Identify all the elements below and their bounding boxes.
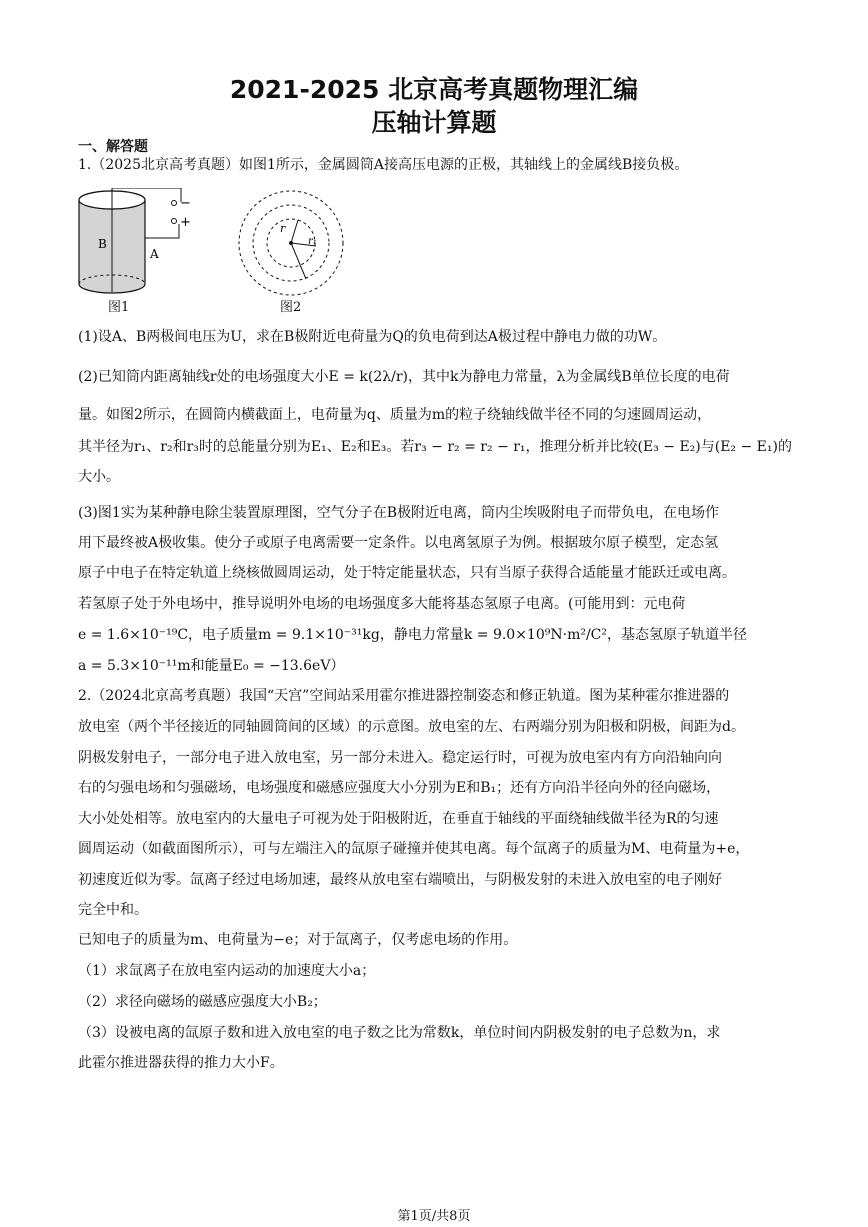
section-heading: 一、解答题 bbox=[78, 139, 148, 155]
q2-sub1: （1）求氙离子在放电室内运动的加速度大小a； bbox=[78, 963, 376, 979]
fig1-label-B: B bbox=[98, 237, 107, 251]
q1-part3-line4: 若氢原子处于外电场中，推导说明外电场的电场强度多大能将基态氢原子电离。(可能用到：元电荷 bbox=[78, 596, 686, 612]
q2-line3: 阴极发射电子，一部分电子进入放电室，另一部分未进入。稳定运行时，可视为放电室内有方向沿轴向向 bbox=[78, 750, 722, 766]
fig2-label-r1: r₁ bbox=[308, 236, 317, 247]
fig1-plus-sign: + bbox=[180, 215, 191, 230]
figure-1-cylinder bbox=[76, 188, 196, 314]
q1-part3-line3: 原子中电子在特定轨道上绕核做圆周运动，处于特定能量状态，只有当原子获得合适能量才能跃迁或电离。 bbox=[78, 565, 736, 581]
q2-line2: 放电室（两个半径接近的同轴圆筒间的区域）的示意图。放电室的左、右两端分别为阳极和阴极，间距为d。 bbox=[78, 719, 745, 735]
figure-1-caption: 图1 bbox=[108, 300, 130, 315]
figure-2-caption: 图2 bbox=[280, 300, 302, 315]
q1-part2-line2: 量。如图2所示，在圆筒内横截面上，电荷量为q、质量为m的粒子绕轴线做半径不同的匀速圆周运动， bbox=[78, 407, 712, 423]
q2-sub3-line2: 此霍尔推进器获得的推力大小F。 bbox=[78, 1055, 284, 1071]
fig1-minus-sign: − bbox=[180, 196, 191, 211]
q1-part2-line4: 大小。 bbox=[78, 469, 120, 485]
q2-sub3-line1: （3）设被电离的氙原子数和进入放电室的电子数之比为常数k，单位时间内阴极发射的电子总数为n，求 bbox=[78, 1025, 721, 1041]
q1-part3-line5: e = 1.6×10⁻¹⁹C，电子质量m = 9.1×10⁻³¹kg，静电力常量k = 9.0×10⁹N·m²/C²，基态氢原子轨道半径 bbox=[78, 627, 747, 643]
figure-2-concentric-orbits bbox=[236, 190, 346, 300]
fig1-label-A: A bbox=[150, 247, 159, 261]
q2-sub2: （2）求径向磁场的磁感应强度大小B₂； bbox=[78, 994, 327, 1010]
q1-part3-line2: 用下最终被A极收集。使分子或原子电离需要一定条件。以电离氢原子为例。根据玻尔原子模型，定态氢 bbox=[78, 535, 719, 551]
q2-line7: 初速度近似为零。氙离子经过电场加速，最终从放电室右端喷出，与阴极发射的未进入放电室的电子刚好 bbox=[78, 872, 722, 888]
q2-line4: 右的匀强电场和匀强磁场，电场强度和磁感应强度大小分别为E和B₁；还有方向沿半径向外的径向磁场， bbox=[78, 780, 721, 796]
q1-part2-line1: (2)已知筒内距离轴线r处的电场强度大小E = k(2λ/r)，其中k为静电力常量，λ为金属线B单位长度的电荷 bbox=[78, 369, 730, 385]
q1-part1: (1)设A、B两极间电压为U，求在B极附近电荷量为Q的负电荷到达A极过程中静电力做的功W。 bbox=[78, 329, 667, 345]
q1-intro: 1.（2025北京高考真题）如图1所示，金属圆筒A接高压电源的正极，其轴线上的金属线B接负极。 bbox=[78, 157, 689, 173]
q2-line6: 圆周运动（如截面图所示），可与左端注入的氙原子碰撞并使其电离。每个氙离子的质量为M、电荷量为+e， bbox=[78, 841, 750, 857]
q1-part3-line6: a = 5.3×10⁻¹¹m和能量E₀ = −13.6eV） bbox=[78, 658, 345, 674]
q1-part2-line3: 其半径为r₁、r₂和r₃时的总能量分别为E₁、E₂和E₃。若r₃ − r₂ = r₂ − r₁，推理分析并比较(E₃ − E₂)与(E₂ − E₁)的 bbox=[78, 439, 792, 455]
q1-part3-line1: (3)图1实为某种静电除尘装置原理图，空气分子在B极附近电离，筒内尘埃吸附电子而带负电，在电场作 bbox=[78, 505, 720, 521]
page-title: 2021-2025 北京高考真题物理汇编 bbox=[229, 75, 639, 104]
page-subtitle: 压轴计算题 bbox=[371, 108, 497, 137]
q2-line5: 大小处处相等。放电室内的大量电子可视为处于阳极附近，在垂直于轴线的平面绕轴线做半径为R的匀速 bbox=[78, 811, 719, 827]
q2-line9: 已知电子的质量为m、电荷量为−e；对于氙离子，仅考虑电场的作用。 bbox=[78, 932, 518, 948]
q2-line8: 完全中和。 bbox=[78, 902, 148, 918]
page-footer: 第1页/共8页 bbox=[397, 1209, 471, 1224]
q2-line1: 2.（2024北京高考真题）我国“天宫”空间站采用霍尔推进器控制姿态和修正轨道。图为某种霍尔推进器的 bbox=[78, 688, 730, 704]
fig2-label-r: r bbox=[280, 222, 286, 235]
